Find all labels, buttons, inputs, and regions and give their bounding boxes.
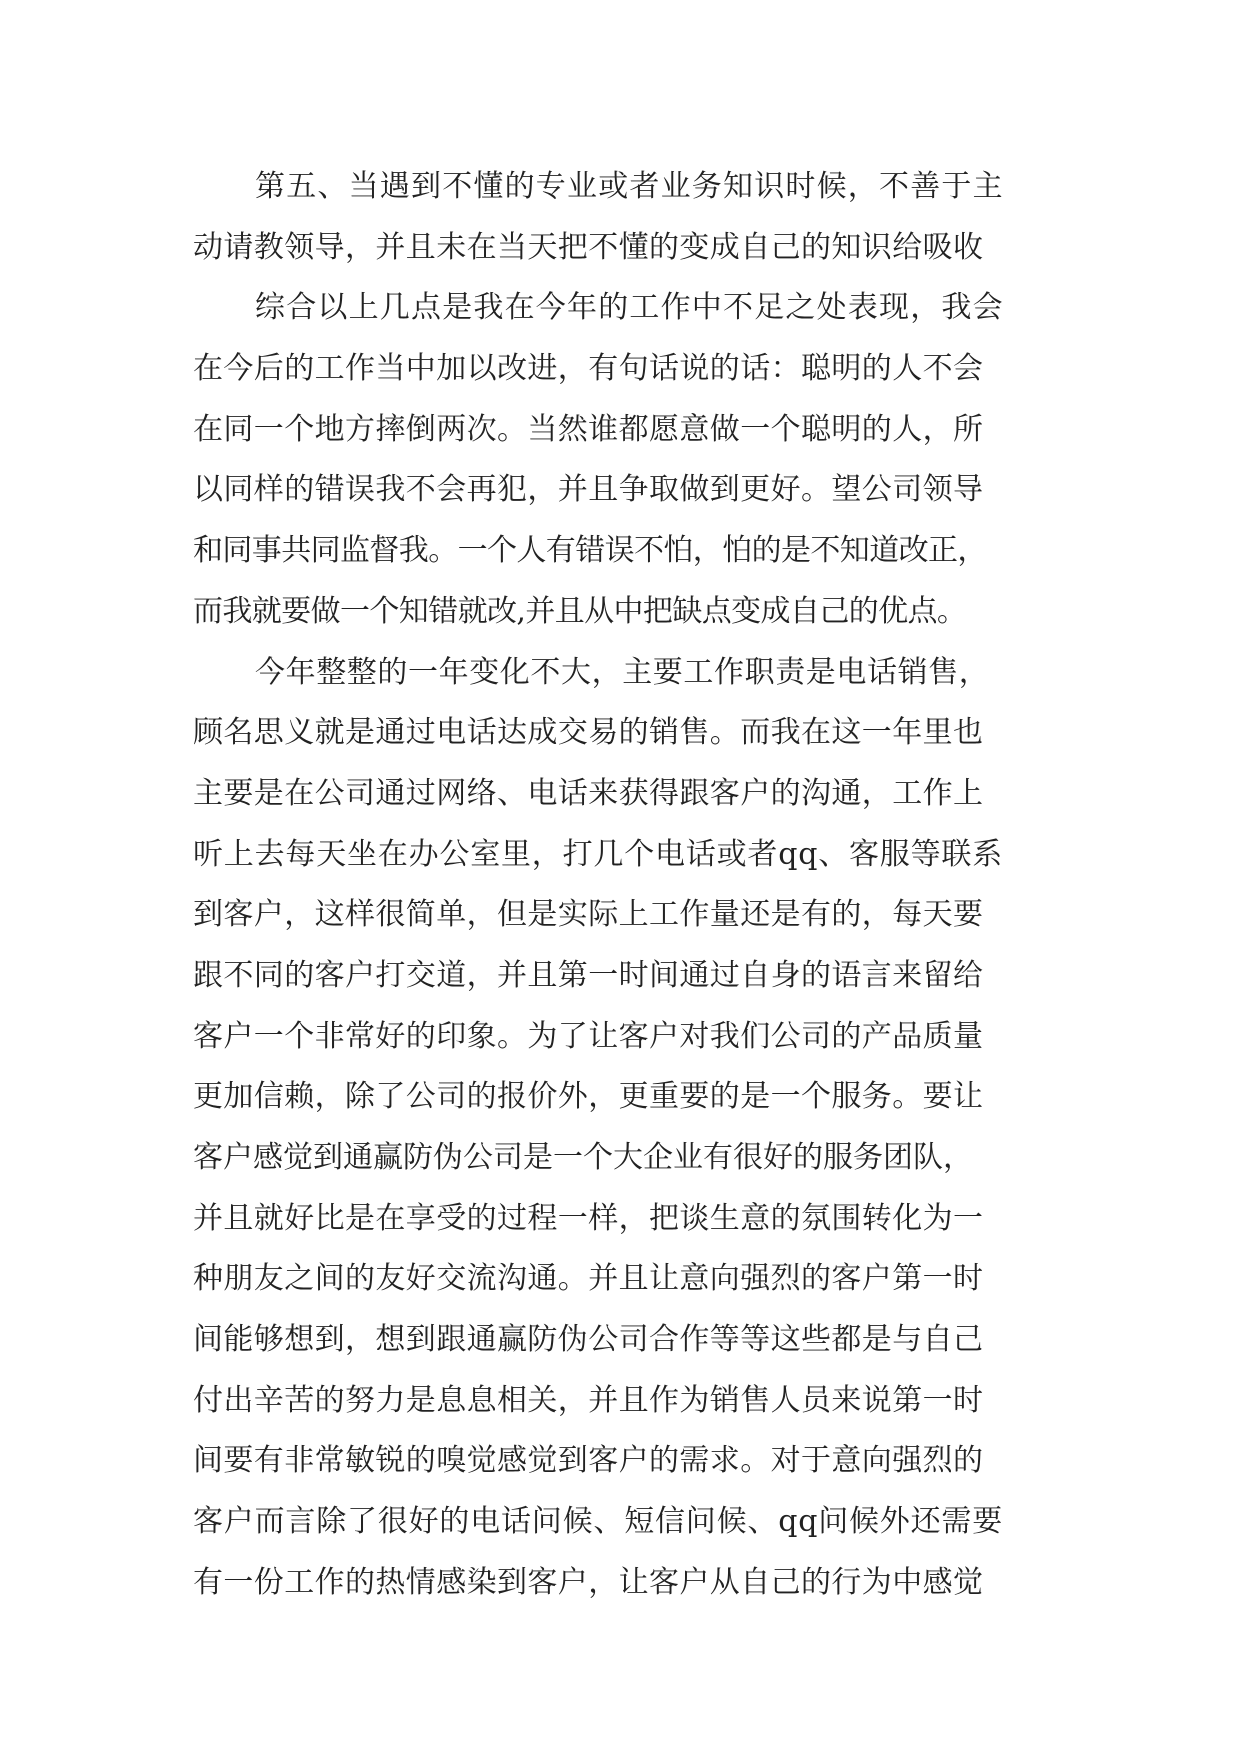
document-page [193,157,1063,1614]
text-line: 以同样的错误我不会再犯，并且争取做到更好。望公司领导 [193,472,984,508]
text-line: 综合以上几点是我在今年的工作中不足之处表现，我会 [255,290,1004,326]
text-line: 今年整整的一年变化不大，主要工作职责是电话销售， [255,654,990,690]
text-line: 付出辛苦的努力是息息相关，并且作为销售人员来说第一时 [193,1382,984,1418]
text-line: 客户感觉到通赢防伪公司是一个大企业有很好的服务团队， [193,1140,973,1175]
text-line: 听上去每天坐在办公室里，打几个电话或者qq、客服等联系 [193,836,1004,872]
text-line: 有一份工作的热情感染到客户，让客户从自己的行为中感觉 [193,1564,984,1600]
text-line: 客户一个非常好的印象。为了让客户对我们公司的产品质量 [193,1018,984,1054]
text-line: 并且就好比是在享受的过程一样，把谈生意的氛围转化为一 [193,1200,984,1236]
text-line: 种朋友之间的友好交流沟通。并且让意向强烈的客户第一时 [193,1261,984,1297]
text-line: 在今后的工作当中加以改进，有句话说的话：聪明的人不会 [193,351,984,387]
text-line: 间要有非常敏锐的嗅觉感觉到客户的需求。对于意向强烈的 [193,1443,984,1479]
text-line: 客户而言除了很好的电话问候、短信问候、qq问候外还需要 [193,1504,1004,1540]
text-line: 间能够想到，想到跟通赢防伪公司合作等等这些都是与自己 [193,1322,984,1358]
text-line: 在同一个地方摔倒两次。当然谁都愿意做一个聪明的人，所 [193,411,984,447]
text-line: 和同事共同监督我。一个人有错误不怕，怕的是不知道改正， [193,533,987,569]
text-line: 到客户，这样很简单，但是实际上工作量还是有的，每天要 [193,897,984,933]
text-line: 第五、当遇到不懂的专业或者业务知识时候，不善于主 [255,169,1004,204]
text-line: 主要是在公司通过网络、电话来获得跟客户的沟通，工作上 [193,775,984,811]
text-line: 动请教领导，并且未在当天把不懂的变成自己的知识给吸收 [193,229,984,265]
text-line: 而我就要做一个知错就改,并且从中把缺点变成自己的优点。 [193,593,967,629]
text-line: 顾名思义就是通过电话达成交易的销售。而我在这一年里也 [193,715,984,751]
text-line: 更加信赖，除了公司的报价外，更重要的是一个服务。要让 [193,1079,984,1115]
text-line: 跟不同的客户打交道，并且第一时间通过自身的语言来留给 [193,957,984,993]
